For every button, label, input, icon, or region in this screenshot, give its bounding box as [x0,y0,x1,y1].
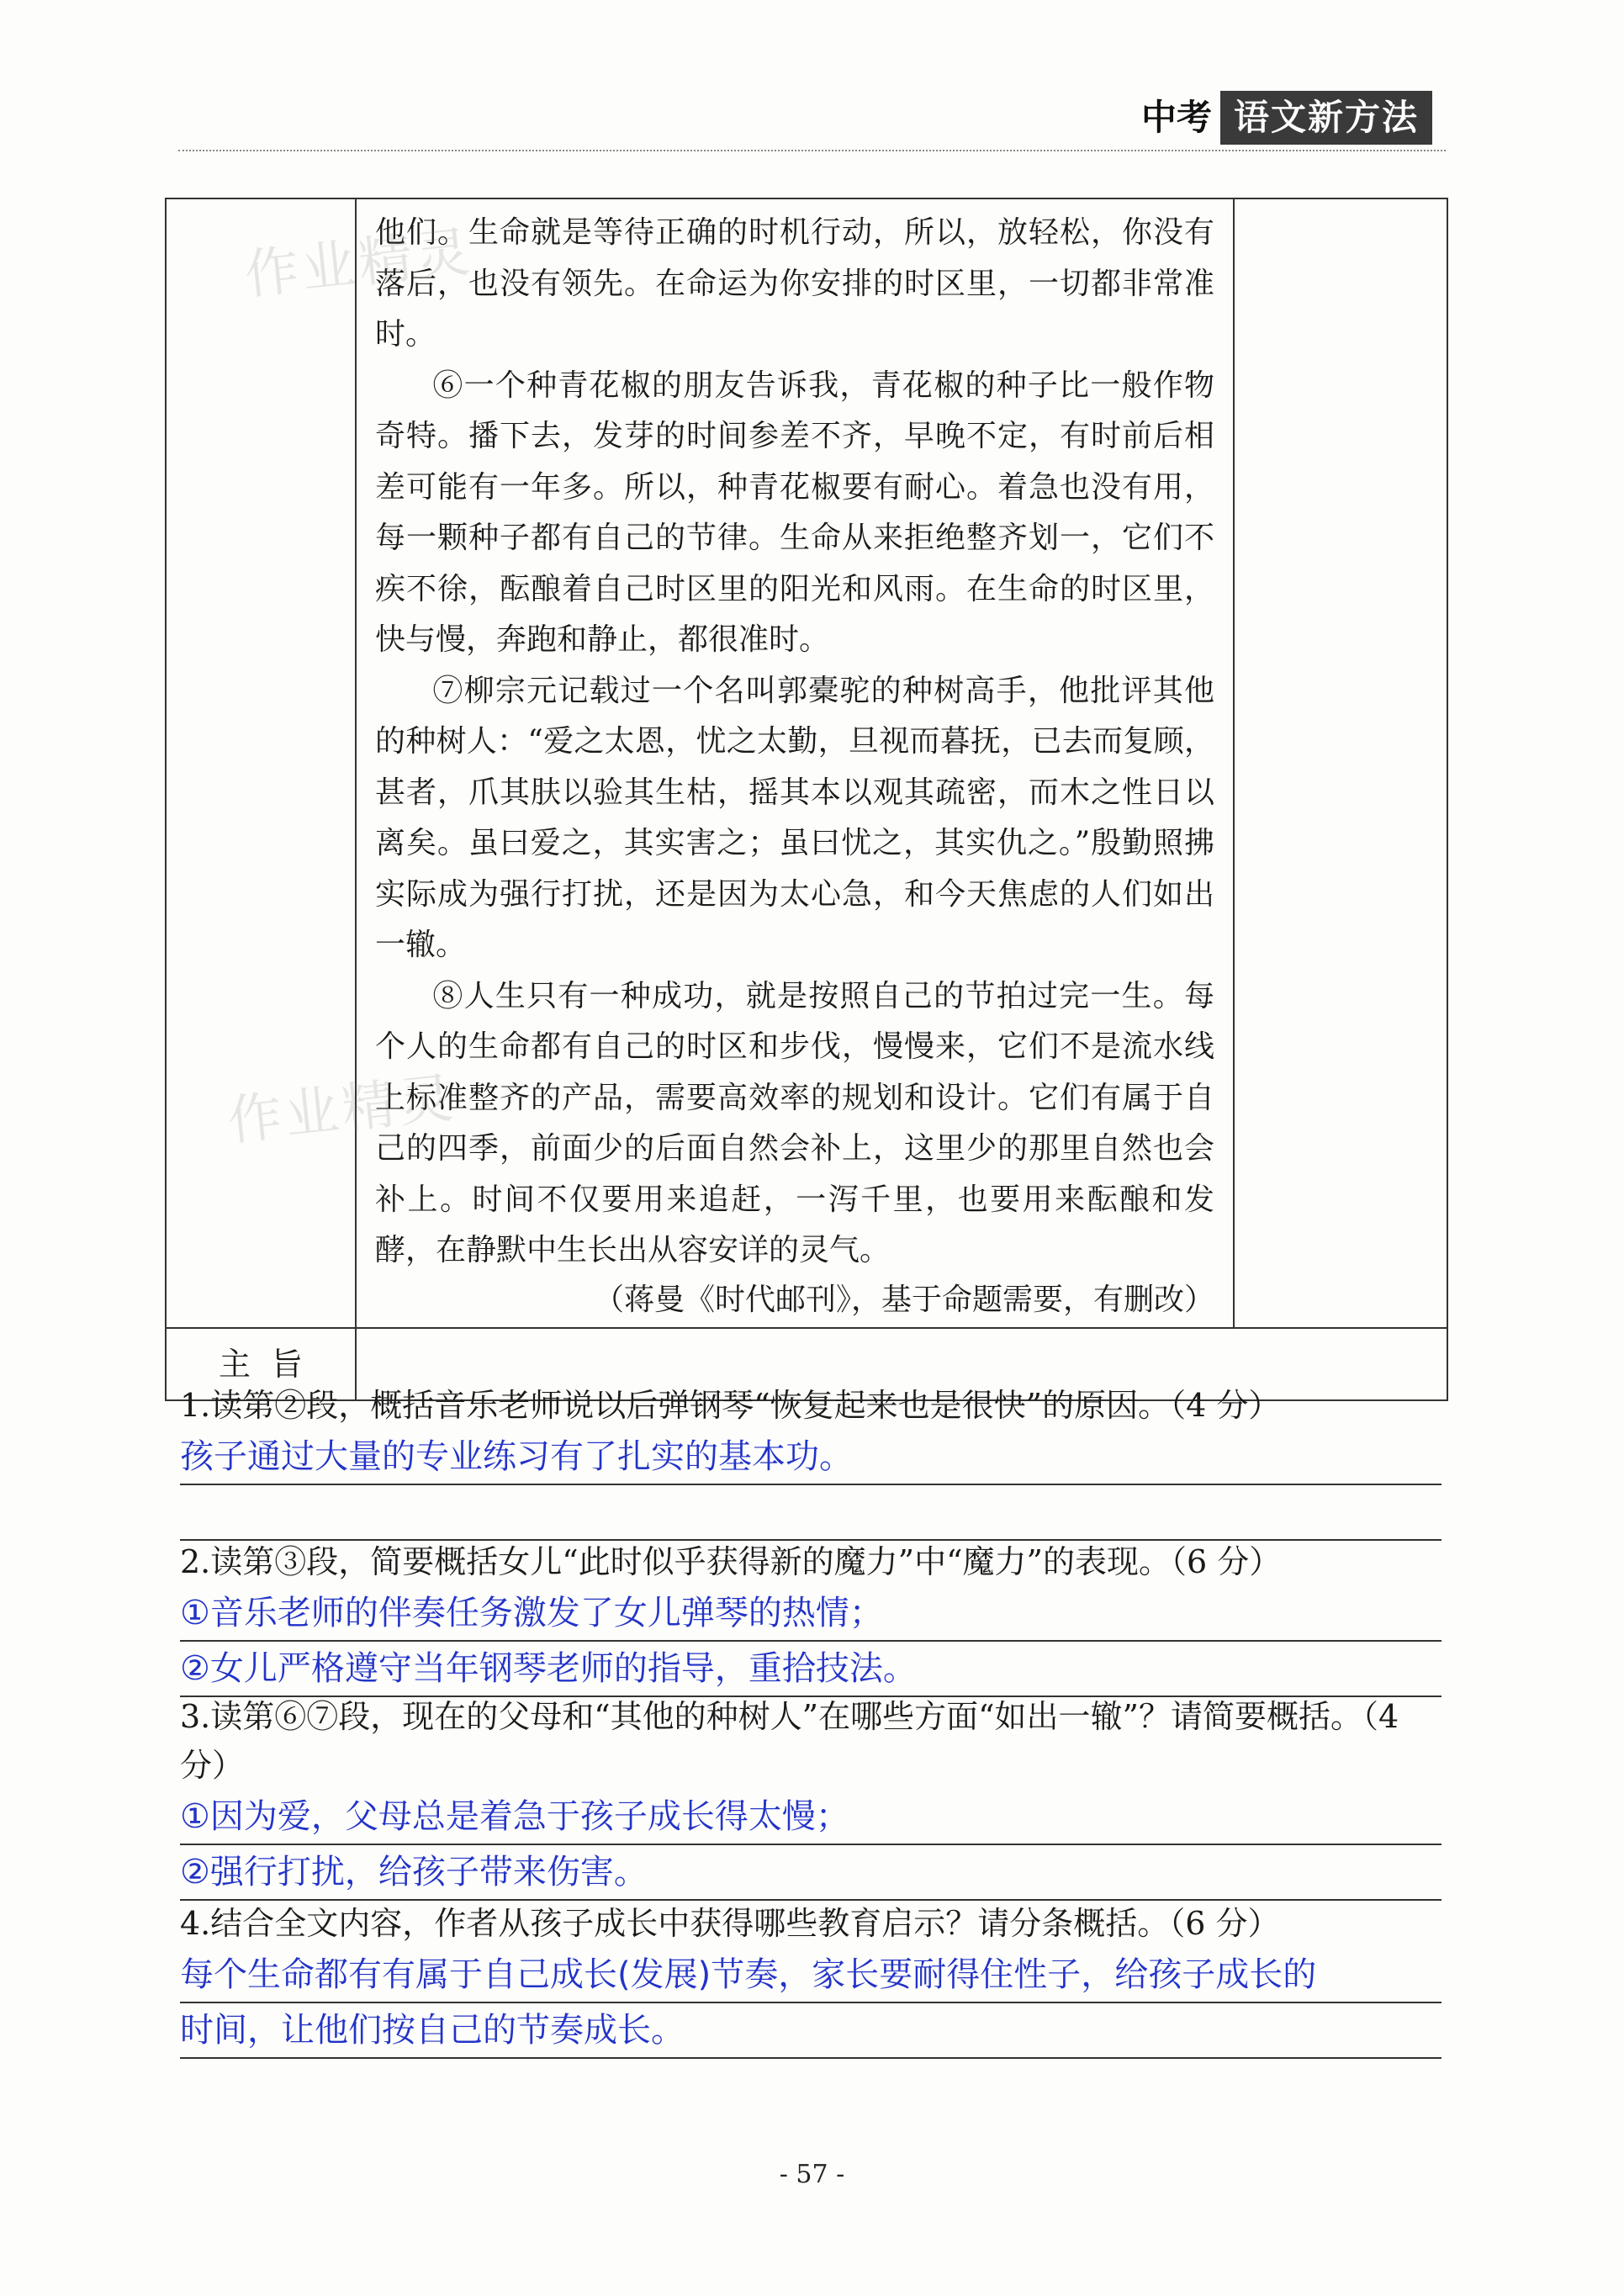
question-2-block [180,1537,1441,1697]
answer-line[interactable]: ②女儿严格遵守当年钢琴老师的指导，重拾技法。 [180,1642,1441,1697]
watermark: 作业精灵 [241,220,476,307]
answer-line[interactable]: ①音乐老师的伴奏任务激发了女儿弹琴的热情； [180,1586,1441,1642]
question-3-text: 3.读第⑥⑦段，现在的父母和“其他的种树人”在哪些方面“如出一辙”？请简要概括。（4 分） [180,1698,1399,1784]
question-3-block [180,1692,1441,1901]
answer-line[interactable]: 时间，让他们按自己的节奏成长。 [180,2003,1441,2059]
notes-cell [1234,198,1447,1328]
question-4-block [180,1899,1441,2059]
passage-paragraph-7: ⑦柳宗元记载过一个名叫郭橐驼的种树高手，他批评其他的种树人：“爱之太恩，忧之太勤，旦视而暮抚，已去而复顾，甚者，爪其肤以验其生枯，摇其本以观其疏密，而木之性日以离矣。虽曰爱之，其实害之；虽曰忧之，其实仇之。”殷勤照拂实际成为强行打扰，还是因为太心急，和今天焦虑的人们如出一辙。 [375,673,1214,962]
question-1-block [180,1381,1441,1541]
passage-paragraph-5-end: 他们。生命就是等待正确的时机行动，所以，放轻松，你没有落后，也没有领先。在命运为你安排的时区里，一切都非常准时。 [375,215,1214,352]
passage-table [165,198,1448,1401]
passage-row [166,198,1447,1328]
theme-label: 主旨 [166,1328,356,1400]
header-exam-label: 中考 [1140,97,1212,138]
question-4-text: 4.结合全文内容，作者从孩子成长中获得哪些教育启示？请分条概括。（6 分） [180,1905,1280,1942]
passage-cell [356,198,1234,1328]
answer-line[interactable]: 孩子通过大量的专业练习有了扎实的基本功。 [180,1430,1441,1485]
header-book-title: 语文新方法 [1220,91,1432,145]
watermark: 作业精灵 [225,1066,459,1153]
answer-line-blank[interactable] [180,1485,1441,1541]
passage-paragraph-8: ⑧人生只有一种成功，就是按照自己的节拍过完一生。每个人的生命都有自己的时区和步伐，慢慢来，它们不是流水线上标准整齐的产品，需要高效率的规划和设计。它们有属于自己的四季，前面少的后面自然会补上，这里少的那里自然也会补上。时间不仅要用来追赶，一泻千里，也要用来酝酿和发酵，在静默中生长出从容安详的灵气。 [375,978,1214,1267]
answer-line[interactable]: ②强行打扰，给孩子带来伤害。 [180,1845,1441,1901]
passage-paragraph-6: ⑥一个种青花椒的朋友告诉我，青花椒的种子比一般作物奇特。播下去，发芽的时间参差不齐，早晚不定，有时前后相差可能有一年多。所以，种青花椒要有耐心。着急也没有用，每一颗种子都有自己的节律。生命从来拒绝整齐划一，它们不疾不徐，酝酿着自己时区里的阳光和风雨。在生命的时区里，快与慢，奔跑和静止，都很准时。 [375,368,1214,657]
question-1-text: 1.读第②段，概括音乐老师说以后弹钢琴“恢复起来也是很快”的原因。（4 分） [180,1387,1281,1424]
question-2-text: 2.读第③段，简要概括女儿“此时似乎获得新的魔力”中“魔力”的表现。（6 分） [180,1543,1282,1580]
answer-line[interactable]: 每个生命都有有属于自己成长(发展)节奏，家长要耐得住性子，给孩子成长的 [180,1948,1441,2003]
header-divider [178,150,1446,151]
page-number: - 57 - [779,2160,845,2189]
label-cell [166,198,356,1328]
answer-line[interactable]: ①因为爱，父母总是着急于孩子成长得太慢； [180,1790,1441,1845]
book-header [1141,91,1432,145]
passage-source: （蒋曼《时代邮刊》，基于命题需要，有删改） [593,1282,1214,1317]
